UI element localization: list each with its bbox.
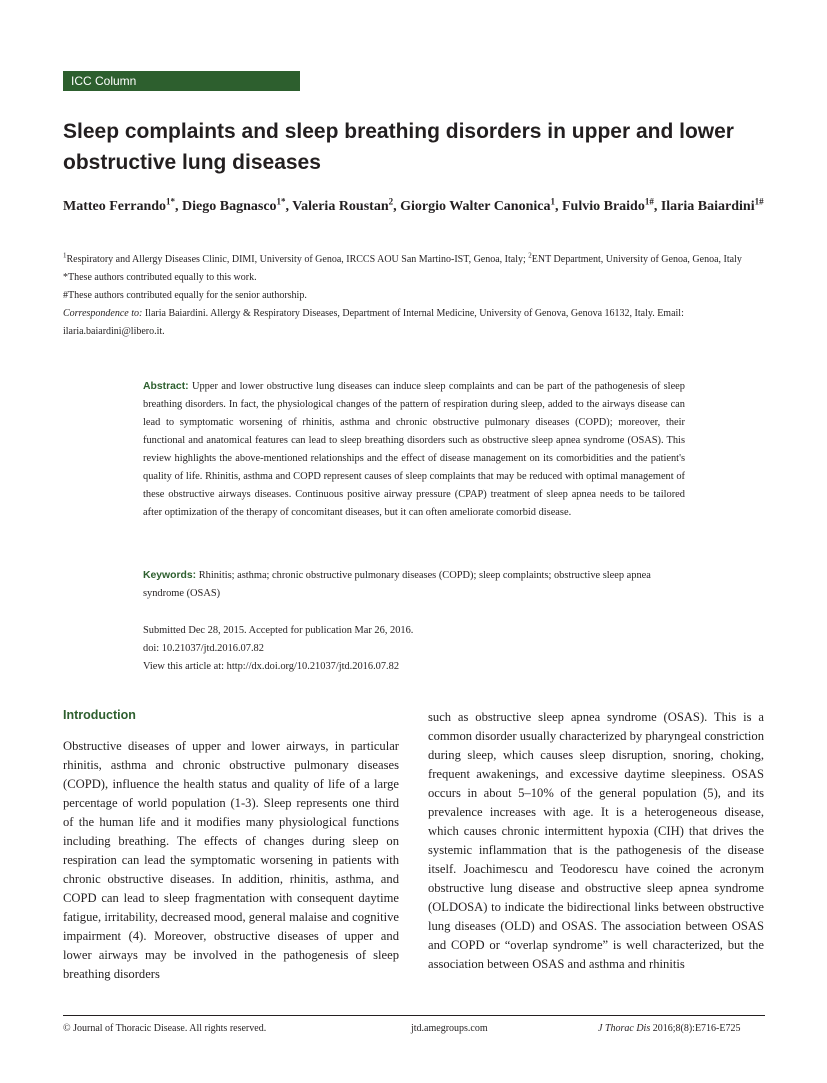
author-name: Fulvio Braido — [561, 199, 645, 214]
footer-site[interactable]: jtd.amegroups.com — [411, 1023, 488, 1034]
view-article-link[interactable]: View this article at: http://dx.doi.org/10.21037/jtd.2016.07.82 — [143, 661, 400, 672]
author-name: Valeria Roustan — [292, 199, 389, 214]
equal-contribution-note: *These authors contributed equally to this work. — [63, 272, 257, 283]
correspondence: Correspondence to: Ilaria Baiardini. Allergy & Respiratory Diseases, Department of Internal Medicine, University of Genova, Genova 16132, Italy. Email: ilaria.baiardini@libero.it. — [63, 308, 684, 337]
article-title: Sleep complaints and sleep breathing disorders in upper and lower obstructive lung diseases — [63, 120, 734, 174]
footer-citation: J Thorac Dis 2016;8(8):E716-E725 — [598, 1023, 741, 1034]
doi: doi: 10.21037/jtd.2016.07.82 — [143, 643, 264, 654]
author-name: Diego Bagnasco — [182, 199, 277, 214]
introduction-paragraph: such as obstructive sleep apnea syndrome (OSAS). This is a common disorder usually characterized by pharyngeal constriction during sleep, which causes sleep disruption, snoring, choking, frequent awakenings, and excessive daytime sleepiness. OSAS occurs in about 5–10% of the general population (5), and its prevalence increases with age. It is a heterogeneous disease, which causes chronic intermittent hypoxia (CIH) that drives the systemic inflammation that is the pathogenesis of the disease itself. Joachimescu and Teodorescu have coined the acronym obstructive lung disease and obstructive sleep apnea syndrome (OLDOSA) to indicate the bidirectional links between obstructive lung diseases (OLD) and OSAS. The association between OSAS and COPD or “overlap syndrome” is well characterized, but the association between OSAS and asthma and rhinitis — [428, 710, 764, 971]
body-column-left — [63, 737, 399, 984]
keywords — [143, 567, 685, 603]
abstract-label: Abstract: — [143, 381, 189, 392]
author-name: Giorgio Walter Canonica — [400, 199, 551, 214]
keywords-label: Keywords: — [143, 570, 197, 581]
author-name: Ilaria Baiardini — [660, 199, 755, 214]
abstract-text: Upper and lower obstructive lung diseases can induce sleep complaints and can be part of the pathogenesis of sleep breathing disorders. In fact, the physiological changes of the pattern of respiration during sleep, added to the airways disease can lead to symptomatic worsening of rhinitis, asthma and chronic obstructive pulmonary diseases (COPD); moreover, their functional and anatomical features can lead to sleep breathing disorders such as obstructive sleep apnea syndrome (OSAS). This review highlights the above-mentioned relationships and the effect of disease management on its comorbidities and the patient's quality of life. Rhinitis, asthma and COPD represent causes of sleep complaints that may be reduced with optimal management of these obstructive airways diseases. Continuous positive airway pressure (CPAP) treatment of sleep apnea needs to be tailored after optimization of the therapy of concomitant diseases, but it can often ameliorate comorbid disease. — [143, 381, 685, 518]
footer-copyright: © Journal of Thoracic Disease. All rights reserved. — [63, 1023, 267, 1034]
abstract — [143, 378, 685, 522]
introduction-paragraph: Obstructive diseases of upper and lower airways, in particular rhinitis, asthma and chronic obstructive pulmonary diseases (COPD), influence the health status and quality of life of a large percentage of world population (1-3). Sleep represents one third of the human life and it modifies many physiological functions including breathing. The effects of changes during sleep on respiration can lead the symptomatic worsening in patients with chronic obstructive diseases. In addition, rhinitis, asthma, and COPD can lead to sleep fragmentation with consequent daytime fatigue, irritability, decreased mood, general malaise and cognitive impairment (4). Moreover, obstructive diseases of upper and lower airways may be involved in the pathogenesis of sleep breathing disorders — [63, 739, 399, 981]
affiliation-2: ENT Department, University of Genoa, Genoa, Italy — [531, 254, 742, 265]
footer-divider — [63, 1015, 765, 1016]
introduction-heading: Introduction — [63, 708, 136, 722]
submission-info — [143, 622, 685, 676]
affiliations: $^1$Respiratory and Allergy Diseases Clinic, DIMI, University of Genoa, IRCCS AOU San Martino-IST, Genoa, Italy; $^2$ENT Department, University of Genoa, Genoa, Italy *These authors contributed equally to this work. #These authors contributed equally for the senior authorship. Correspondence to: Ilaria Baiardini. Allergy & Respiratory Diseases, Department of Internal Medicine, University of Genova, Genova 16132, Italy. Email: ilaria.baiardini@libero.it. — [63, 251, 765, 341]
author-list: Matteo Ferrando$^{1*}$, Diego Bagnasco$^{1*}$, Valeria Roustan$^2$, Giorgio Walter Canonica$^1$, Fulvio Braido$^{1\#}$, Ilaria Baiardini$^{1\#}$ — [63, 196, 764, 214]
senior-authorship-note: #These authors contributed equally for the senior authorship. — [63, 290, 307, 301]
author-name: Matteo Ferrando — [63, 199, 167, 214]
section-banner: ICC Column — [63, 71, 300, 91]
affiliation-1: Respiratory and Allergy Diseases Clinic, DIMI, University of Genoa, IRCCS AOU San Martino-IST, Genoa, Italy; — [66, 254, 529, 265]
body-column-right — [428, 708, 764, 974]
keywords-text: Rhinitis; asthma; chronic obstructive pulmonary diseases (COPD); sleep complaints; obstructive sleep apnea syndrome (OSAS) — [143, 570, 651, 599]
submission-dates: Submitted Dec 28, 2015. Accepted for publication Mar 26, 2016. — [143, 625, 414, 636]
